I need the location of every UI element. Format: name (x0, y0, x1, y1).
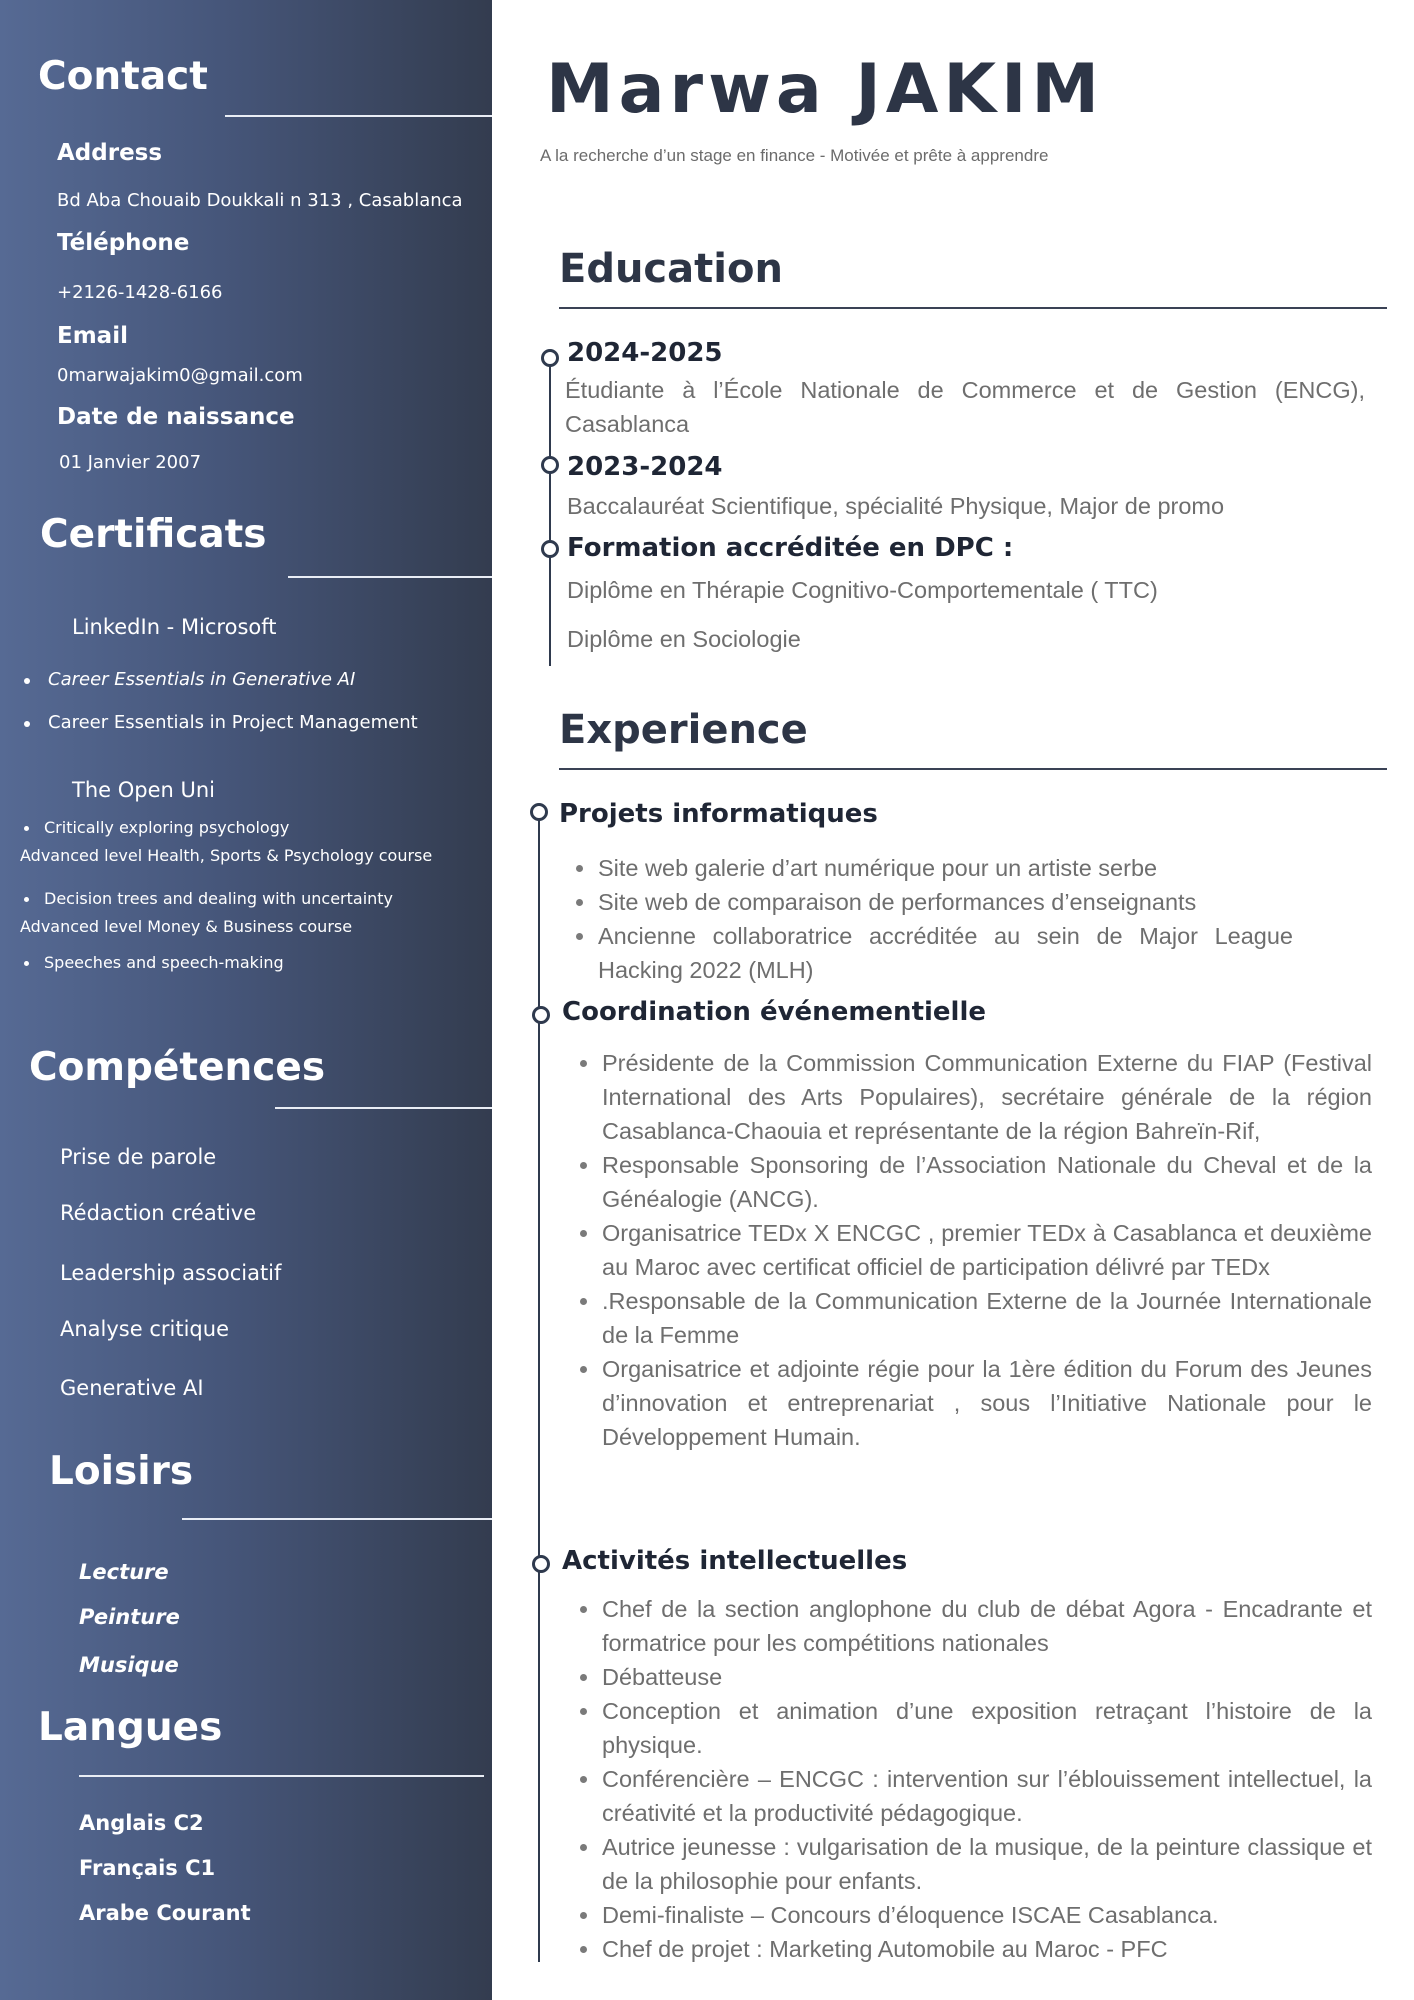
experience-title: Experience (559, 707, 808, 753)
linkedin-item: Career Essentials in Project Management (48, 712, 418, 733)
sidebar (0, 0, 492, 2000)
candidate-subtitle: A la recherche d’un stage en finance - Motivée et prête à apprendre (540, 146, 1049, 165)
address-value: Bd Aba Chouaib Doukkali n 313 , Casablanca (57, 190, 463, 211)
linkedin-item: Career Essentials in Generative AI (48, 669, 356, 690)
experience-group-heading: Projets informatiques (559, 799, 878, 829)
experience-rule (559, 768, 1387, 770)
address-label: Address (57, 140, 163, 166)
education-heading: 2024-2025 (567, 338, 723, 368)
skill-item: Prise de parole (60, 1145, 217, 1169)
skill-item: Leadership associatif (60, 1261, 282, 1285)
language-item: Français C1 (79, 1856, 216, 1880)
bullet-icon (24, 678, 30, 684)
experience-item: Chef de la section anglophone du club de débat Agora - Encadrante et formatrice pour les compétitions nationales (572, 1592, 1372, 1660)
timeline-node-icon (541, 456, 559, 474)
experience-item: Ancienne collaboratrice accréditée au sein de Major League Hacking 2022 (MLH) (568, 919, 1293, 987)
experience-item: Débatteuse (572, 1660, 1372, 1694)
experience-item: Organisatrice TEDx X ENCGC , premier TEDx à Casablanca et deuxième au Maroc avec certificat officiel de participation délivré par TEDx (572, 1216, 1372, 1284)
contact-rule (225, 115, 492, 117)
bullet-icon (24, 897, 29, 902)
experience-timeline (538, 812, 540, 1962)
education-rule (559, 307, 1387, 309)
email-label: Email (57, 323, 128, 349)
openuni-item: Critically exploring psychology (44, 818, 290, 837)
bullet-icon (24, 826, 29, 831)
openuni-item-detail: Advanced level Money & Business course (20, 917, 353, 936)
openuni-item: Decision trees and dealing with uncertainty (44, 889, 394, 908)
loisirs-title: Loisirs (49, 1449, 194, 1494)
bullet-icon (24, 961, 29, 966)
experience-item: Présidente de la Commission Communication Externe du FIAP (Festival International des Arts Populaires), secrétaire générale de la région Casablanca-Chaouia et représentante de la région Bahreïn-Rif, (572, 1046, 1372, 1148)
experience-list (572, 1046, 1372, 1454)
competences-rule (275, 1107, 492, 1109)
language-item: Anglais C2 (79, 1811, 204, 1835)
timeline-node-icon (530, 803, 548, 821)
education-timeline (549, 353, 551, 666)
hobby-item: Peinture (79, 1605, 180, 1629)
openuni-item-detail: Advanced level Health, Sports & Psychology course (20, 846, 433, 865)
experience-item: Conception et animation d’une exposition retraçant l’histoire de la physique. (572, 1694, 1372, 1762)
education-text: Étudiante à l’École Nationale de Commerce et de Gestion (ENCG), Casablanca (565, 377, 1365, 437)
education-heading: Formation accréditée en DPC : (567, 533, 1014, 563)
contact-title: Contact (38, 54, 208, 99)
langues-title: Langues (38, 1705, 223, 1750)
dob-value: 01 Janvier 2007 (59, 452, 202, 473)
experience-item: Chef de projet : Marketing Automobile au Maroc - PFC (572, 1932, 1372, 1966)
candidate-name: Marwa JAKIM (546, 50, 1105, 129)
skill-item: Generative AI (60, 1376, 204, 1400)
experience-item: Demi-finaliste – Concours d’éloquence ISCAE Casablanca. (572, 1898, 1372, 1932)
hobby-item: Musique (79, 1653, 179, 1677)
hobby-item: Lecture (79, 1560, 169, 1584)
competences-title: Compétences (29, 1045, 326, 1090)
experience-item: .Responsable de la Communication Externe de la Journée Internationale de la Femme (572, 1284, 1372, 1352)
bullet-icon (24, 721, 30, 727)
education-text: Diplôme en Sociologie (567, 626, 801, 652)
linkedin-heading: LinkedIn - Microsoft (72, 615, 277, 639)
experience-item: Site web de comparaison de performances d’enseignants (568, 885, 1293, 919)
certificats-rule (288, 576, 492, 578)
experience-item: Organisatrice et adjointe régie pour la 1ère édition du Forum des Jeunes d’innovation et entreprenariat , sous l’Initiative Nationale pour le Développement Humain. (572, 1352, 1372, 1454)
phone-value: +2126-1428-6166 (57, 282, 223, 303)
timeline-node-icon (541, 540, 559, 558)
openuni-item: Speeches and speech-making (44, 953, 284, 972)
experience-group-heading: Coordination événementielle (562, 997, 986, 1027)
experience-item: Responsable Sponsoring de l’Association Nationale du Cheval et de la Généalogie (ANCG). (572, 1148, 1372, 1216)
experience-item: Conférencière – ENCGC : intervention sur l’éblouissement intellectuel, la créativité et la productivité pédagogique. (572, 1762, 1372, 1830)
certificats-title: Certificats (40, 512, 267, 557)
timeline-node-icon (532, 1006, 550, 1024)
experience-item: Site web galerie d’art numérique pour un artiste serbe (568, 851, 1293, 885)
timeline-node-icon (532, 1555, 550, 1573)
experience-list (572, 1592, 1372, 1966)
skill-item: Analyse critique (60, 1317, 229, 1341)
education-title: Education (559, 246, 783, 292)
experience-list (568, 851, 1293, 987)
education-heading: 2023-2024 (567, 452, 723, 482)
timeline-node-icon (541, 349, 559, 367)
language-item: Arabe Courant (79, 1901, 251, 1925)
langues-rule (79, 1775, 484, 1777)
experience-group-heading: Activités intellectuelles (562, 1546, 908, 1576)
phone-label: Téléphone (57, 230, 190, 256)
dob-label: Date de naissance (57, 404, 295, 430)
openuni-heading: The Open Uni (72, 778, 216, 802)
loisirs-rule (182, 1518, 492, 1520)
email-value: 0marwajakim0@gmail.com (57, 365, 303, 386)
skill-item: Rédaction créative (60, 1201, 257, 1225)
education-text: Baccalauréat Scientifique, spécialité Physique, Major de promo (567, 493, 1225, 519)
education-text: Diplôme en Thérapie Cognitivo-Comportementale ( TTC) (567, 577, 1158, 603)
experience-item: Autrice jeunesse : vulgarisation de la musique, de la peinture classique et de la philosophie pour enfants. (572, 1830, 1372, 1898)
